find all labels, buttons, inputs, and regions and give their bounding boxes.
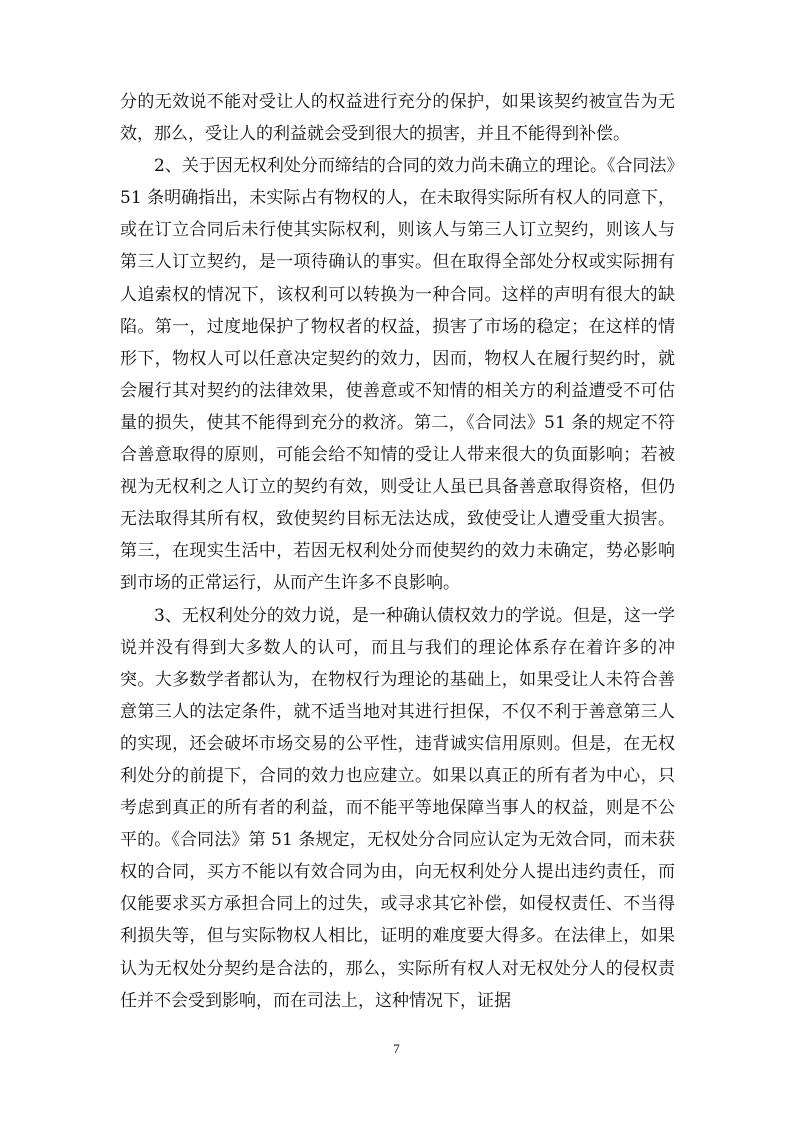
paragraph-continuation: 分的无效说不能对受让人的权益进行充分的保护，如果该契约被宣告为无效，那么，受让人的利益就会受到很大的损害，并且不能得到补偿。 <box>120 92 675 145</box>
paragraph-point-3: 3、无权利处分的效力说，是一种确认债权效力的学说。但是，这一学说并没有得到大多数人的认可，而且与我们的理论体系存在着许多的冲突。大多数学者都认为，在物权行为理论的基础上，如果受让人未符合善意第三人的法定条件，就不适当地对其进行担保，不仅不利于善意第三人的实现，还会破坏市场交易的公平性，违背诚实信用原则。但是，在无权利处分的前提下，合同的效力也应建立。如果以真正的所有者为中心，只考虑到真正的所有者的利益，而不能平等地保障当事人的权益，则是不公平的。《合同法》第 51 条规定，无权处分合同应认定为无效合同，而未获权的合同，买方不能以有效合同为由，向无权利处分人提出违约责任，而仅能要求买方承担合同上的过失，或寻求其它补偿，如侵权责任、不当得利损失等，但与实际物权人相比，证明的难度要大得多。在法律上，如果认为无权处分契约是合法的，那么，实际所有权人对无权处分人的侵权责任并不会受到影响，而在司法上，这种情况下，证据 <box>120 605 675 1011</box>
page-number: 7 <box>393 1041 400 1056</box>
paragraph-point-2: 2、关于因无权利处分而缔结的合同的效力尚未确立的理论。《合同法》51 条明确指出，未实际占有物权的人，在未取得实际所有权人的同意下，或在订立合同后未行使其实际权利，则该人与第三人订立契约，则该人与第三人订立契约，是一项待确认的事实。但在取得全部处分权或实际拥有人追索权的情况下，该权利可以转换为一种合同。这样的声明有很大的缺陷。第一，过度地保护了物权者的权益，损害了市场的稳定；在这样的情形下，物权人可以任意决定契约的效力，因而，物权人在履行契约时，就会履行其对契约的法律效果，使善意或不知情的相关方的利益遭受不可估量的损失，使其不能得到充分的救济。第二，《合同法》51 条的规定不符合善意取得的原则，可能会给不知情的受让人带来很大的负面影响；若被视为无权利之人订立的契约有效，则受让人虽已具备善意取得资格，但仍无法取得其所有权，致使契约目标无法达成，致使受让人遭受重大损害。第三，在现实生活中，若因无权利处分而使契约的效力未确定，势必影响到市场的正常运行，从而产生许多不良影响。 <box>120 156 675 594</box>
body-text <box>120 86 675 1017</box>
